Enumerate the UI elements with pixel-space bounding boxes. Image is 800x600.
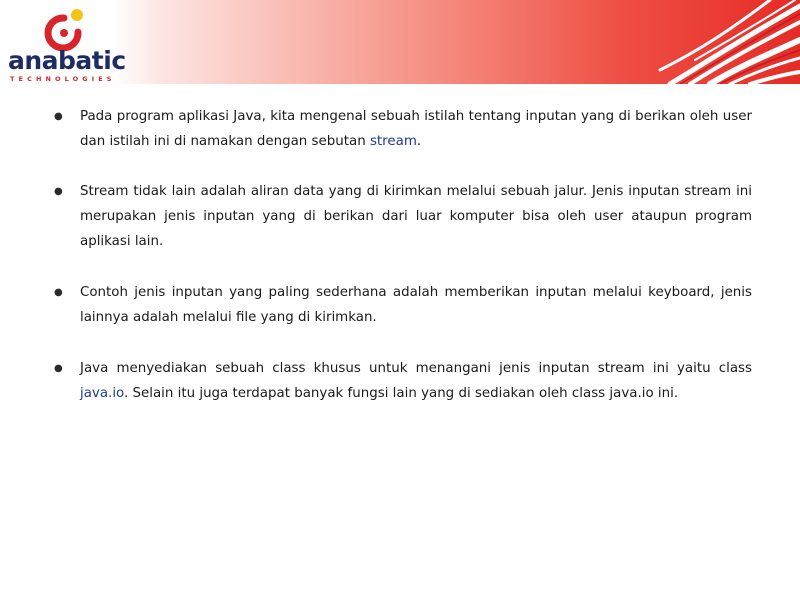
bullet-item: [0, 179, 800, 254]
bullet-text-part: Java menyediakan sebuah class khusus untuk menangani jenis inputan stream ini yaitu class: [80, 361, 752, 376]
bullet-item: [0, 356, 800, 406]
bullet-text: [80, 356, 752, 406]
logo-wordmark: anabatic: [8, 46, 126, 75]
bullet-item: [0, 280, 800, 330]
anabatic-logo: [6, 8, 126, 83]
slide-header-banner: [0, 0, 800, 84]
bullet-text-part: Pada program aplikasi Java, kita mengenal sebuah istilah tentang inputan yang di berikan oleh user dan istilah ini di namakan dengan sebutan: [80, 109, 752, 149]
highlighted-term: stream: [369, 134, 417, 149]
bullet-text-part: .: [416, 134, 422, 149]
bullet-text-part: Contoh jenis inputan yang paling sederhana adalah memberikan inputan melalui keyboard, jenis lainnya adalah melalui file yang di kirimkan.: [80, 285, 752, 325]
bullet-text: [80, 179, 752, 254]
bullet-dot-icon: ●: [54, 111, 63, 122]
bullet-item: [0, 104, 800, 154]
bullet-text-part: Stream tidak lain adalah aliran data yang di kirimkan melalui sebuah jalur. Jenis inputan stream ini merupakan jenis inputan yang di berikan dari luar komputer bisa oleh user ataupun program aplikasi lain.: [80, 184, 752, 249]
logo-tagline: TECHNOLOGIES: [10, 75, 116, 83]
bullet-dot-icon: ●: [54, 363, 63, 374]
bullet-dot-icon: ●: [54, 186, 63, 197]
bullet-text: [80, 280, 752, 330]
slide-body: [0, 104, 800, 406]
bullet-dot-icon: ●: [54, 287, 63, 298]
highlighted-term: java.io: [80, 386, 124, 401]
bullet-text: [80, 104, 752, 154]
bullet-text-part: . Selain itu juga terdapat banyak fungsi lain yang di sediakan oleh class java.io ini.: [124, 386, 679, 401]
decorative-swoosh: [600, 0, 800, 84]
